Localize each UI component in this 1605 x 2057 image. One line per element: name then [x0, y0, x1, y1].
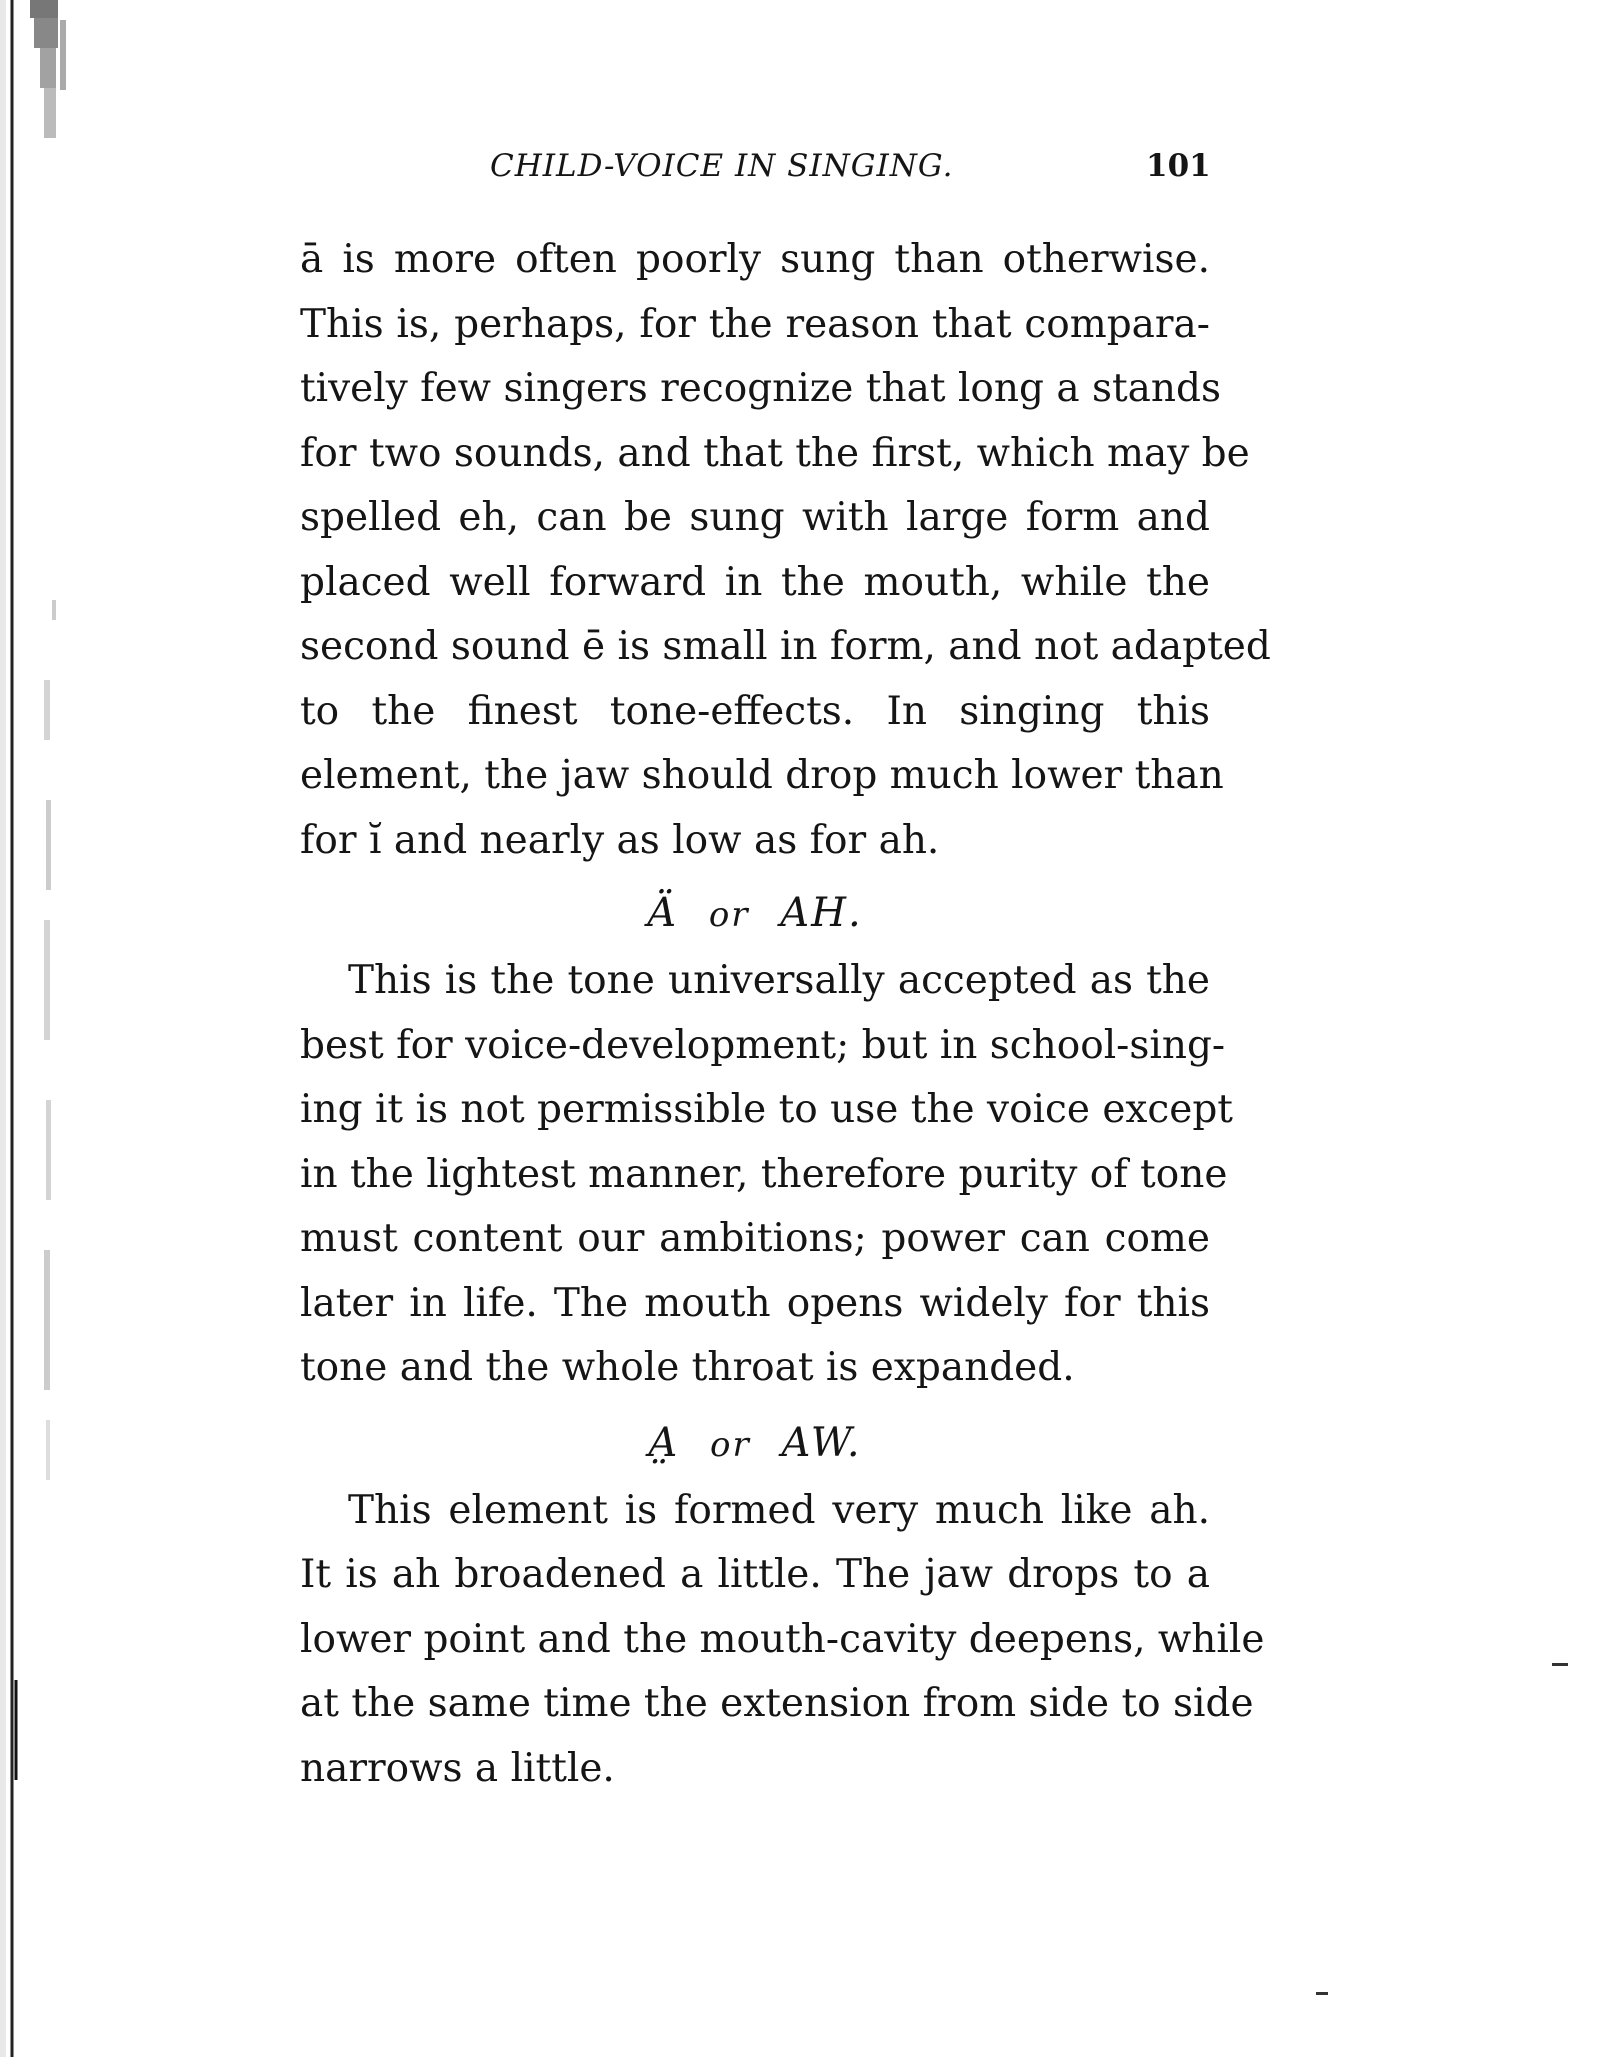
paragraph-1: [300, 228, 1271, 873]
text-line: later in life. The mouth opens widely for this: [300, 1280, 1210, 1326]
section-heading-a-or-ah: [300, 877, 1210, 949]
heading-alt: AH.: [780, 890, 863, 936]
text-line: This element is formed very much like ah.: [348, 1487, 1210, 1533]
text-line: second sound ē is small in form, and not adapted: [300, 624, 1271, 669]
text-line: tone and the whole throat is expanded.: [300, 1345, 1075, 1390]
heading-connector: or: [710, 1424, 751, 1465]
text-line: must content our ambitions; power can come: [300, 1216, 1210, 1261]
text-line: spelled eh, can be sung with large form and: [300, 495, 1210, 540]
heading-connector: or: [708, 895, 750, 935]
running-head: [300, 148, 1211, 208]
heading-main: Ä: [647, 890, 679, 936]
text-line: narrows a little.: [300, 1745, 615, 1791]
text-line: It is ah broadened a little. The jaw drops to a: [300, 1552, 1210, 1597]
text-line: tively few singers recognize that long a stands: [300, 366, 1222, 411]
text-line: to the finest tone-effects. In singing this: [300, 688, 1210, 734]
text-line: at the same time the extension from side to side: [300, 1681, 1254, 1726]
running-title: CHILD-VOICE IN SINGING.: [490, 148, 954, 184]
text-line: element, the jaw should drop much lower than: [300, 753, 1224, 798]
text-line: placed well forward in the mouth, while the: [300, 559, 1210, 605]
page-body: [300, 228, 1271, 1801]
text-line: best for voice-development; but in school-sing-: [300, 1022, 1226, 1068]
heading-alt: AW.: [781, 1419, 862, 1466]
text-line: for two sounds, and that the first, which may be: [300, 430, 1250, 476]
stray-ink-mark: [1552, 1663, 1568, 1666]
heading-main: A̤: [648, 1419, 680, 1466]
text-line: ā is more often poorly sung than otherwise.: [300, 237, 1210, 282]
text-line: lower point and the mouth-cavity deepens, while: [300, 1616, 1265, 1662]
text-line: This is, perhaps, for the reason that compara-: [300, 301, 1210, 347]
paragraph-2: [300, 949, 1233, 1401]
page-number: 101: [1146, 148, 1211, 184]
page-binding-edge: [0, 0, 90, 2057]
text-line: for ĭ and nearly as low as for ah.: [300, 817, 940, 863]
text-line: This is the tone universally accepted as the: [348, 958, 1210, 1003]
paragraph-3: [300, 1479, 1265, 1802]
text-line: ing it is not permissible to use the voice except: [300, 1087, 1233, 1132]
text-line: in the lightest manner, therefore purity of tone: [300, 1151, 1228, 1197]
stray-ink-mark: [1316, 1992, 1328, 1995]
section-heading-a-or-aw: [300, 1407, 1210, 1479]
